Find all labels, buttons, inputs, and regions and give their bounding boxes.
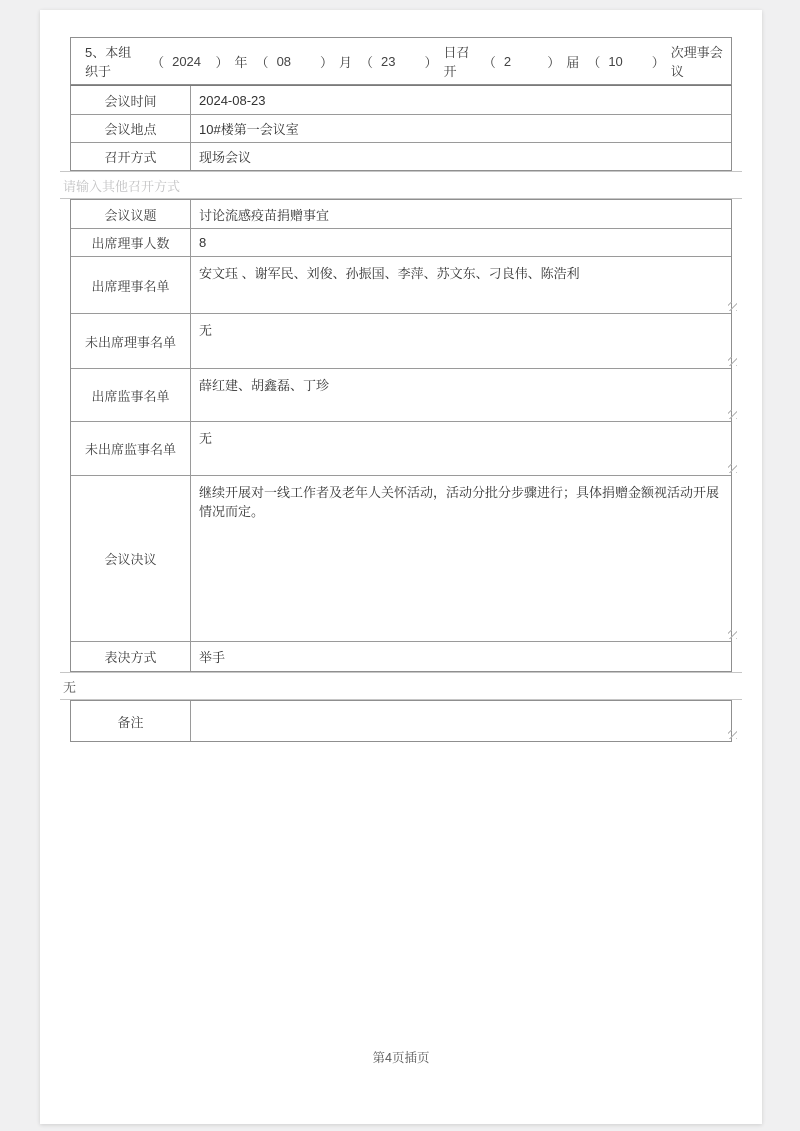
meeting-method-label: 召开方式 <box>71 143 191 170</box>
resize-grip-icon[interactable] <box>728 730 737 739</box>
meeting-method-field[interactable]: 现场会议 <box>191 143 731 170</box>
intro-month-unit: 月 <box>339 54 353 70</box>
row-director-count <box>71 228 731 256</box>
supervisors-present-field[interactable] <box>191 369 731 421</box>
meeting-time-label: 会议时间 <box>71 86 191 114</box>
paren-open: （ <box>360 54 374 70</box>
page-footer: 第4页插页 <box>372 1051 430 1065</box>
director-count-label: 出席理事人数 <box>71 229 191 256</box>
paren-open: （ <box>482 54 496 70</box>
resolution-field[interactable] <box>191 476 731 641</box>
remark-label: 备注 <box>71 701 191 741</box>
intro-month-field[interactable]: 08 <box>276 53 292 69</box>
row-meeting-method <box>71 142 731 170</box>
row-topic <box>71 200 731 228</box>
supervisors-absent-text: 无 <box>199 431 213 446</box>
resize-grip-icon[interactable] <box>728 630 737 639</box>
meeting-detail-table <box>70 199 732 672</box>
intro-year-field[interactable]: 2024 <box>172 53 202 69</box>
director-count-field[interactable]: 8 <box>191 229 731 256</box>
row-remark <box>71 701 731 741</box>
intro-number-unit: 次理事会议 <box>670 45 723 79</box>
intro-session-field[interactable]: 2 <box>503 53 512 69</box>
row-directors-absent <box>71 313 731 368</box>
other-method-input[interactable]: 请输入其他召开方式 <box>60 171 742 199</box>
row-meeting-place <box>71 114 731 142</box>
row-supervisors-present <box>71 368 731 421</box>
intro-prefix: 5、本组织于 <box>85 45 132 79</box>
resize-grip-icon[interactable] <box>728 357 737 366</box>
row-meeting-time <box>71 86 731 114</box>
supervisors-present-label: 出席监事名单 <box>71 369 191 421</box>
paren-close: ） <box>215 54 229 70</box>
resize-grip-icon[interactable] <box>728 464 737 473</box>
paren-close: ） <box>547 54 561 70</box>
intro-day-unit: 日召开 <box>443 45 470 79</box>
resize-grip-icon[interactable] <box>728 410 737 419</box>
remark-field[interactable] <box>191 701 731 741</box>
paren-close: ） <box>651 54 665 70</box>
extra-note-input[interactable]: 无 <box>60 672 742 700</box>
meeting-place-label: 会议地点 <box>71 115 191 142</box>
intro-session-unit: 届 <box>566 54 580 70</box>
paren-open: （ <box>151 54 165 70</box>
paren-open: （ <box>255 54 269 70</box>
supervisors-present-text: 薛红建、胡鑫磊、丁珍 <box>199 378 330 393</box>
meeting-time-field[interactable]: 2024-08-23 <box>191 86 731 114</box>
topic-field[interactable]: 讨论流感疫苗捐赠事宜 <box>191 200 731 228</box>
directors-present-field[interactable] <box>191 257 731 313</box>
document-page <box>40 10 762 1124</box>
row-supervisors-absent <box>71 421 731 475</box>
row-directors-present <box>71 256 731 313</box>
supervisors-absent-field[interactable] <box>191 422 731 475</box>
intro-number-field[interactable]: 10 <box>608 53 623 69</box>
meeting-info-table <box>70 85 732 171</box>
voting-method-field[interactable]: 举手 <box>191 642 731 671</box>
directors-present-label: 出席理事名单 <box>71 257 191 313</box>
row-resolution <box>71 475 731 641</box>
row-voting-method <box>71 641 731 671</box>
paren-close: ） <box>319 54 333 70</box>
intro-row <box>71 38 731 84</box>
directors-absent-field[interactable] <box>191 314 731 368</box>
intro-table <box>70 37 732 85</box>
remark-table <box>70 700 732 742</box>
intro-year-unit: 年 <box>234 54 248 70</box>
resize-grip-icon[interactable] <box>728 302 737 311</box>
topic-label: 会议议题 <box>71 200 191 228</box>
resolution-label: 会议决议 <box>71 476 191 641</box>
voting-method-label: 表决方式 <box>71 642 191 671</box>
paren-close: ） <box>424 54 438 70</box>
meeting-place-field[interactable]: 10#楼第一会议室 <box>191 115 731 142</box>
directors-present-text: 安文珏 、谢军民、刘俊、孙振国、李萍、苏文东、刁良伟、陈浩利 <box>199 266 580 281</box>
intro-day-field[interactable]: 23 <box>381 53 396 69</box>
directors-absent-text: 无 <box>199 323 213 338</box>
resolution-text: 继续开展对一线工作者及老年人关怀活动，活动分批分步骤进行；具体捐赠金额视活动开展情况而定。 <box>199 485 720 519</box>
paren-open: （ <box>587 54 601 70</box>
supervisors-absent-label: 未出席监事名单 <box>71 422 191 475</box>
directors-absent-label: 未出席理事名单 <box>71 314 191 368</box>
